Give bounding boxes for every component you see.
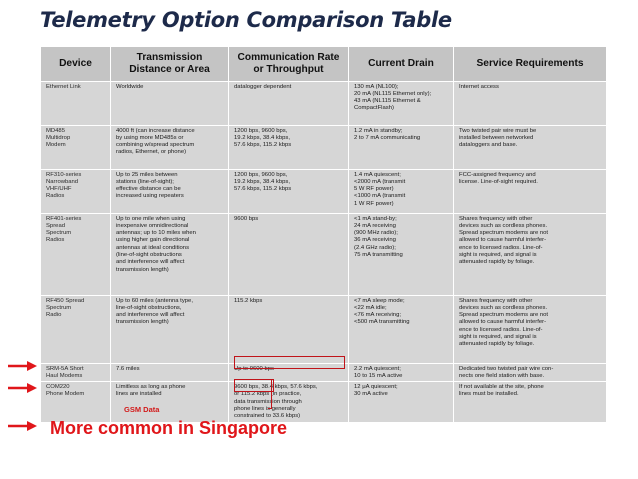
cell-current-drain [349,295,454,363]
cell-text-line: and interference will affect [116,312,185,319]
cell-rate [229,295,349,363]
header-line: or Throughput [253,63,324,75]
cell-text-line: Modem [46,142,66,149]
cell-text-line: 4000 ft (can increase distance [116,127,195,134]
header-line: Distance or Area [129,63,210,75]
cell-distance [111,382,229,422]
cell-text-line: by using more MD485s or [116,134,184,141]
cell-current-drain [349,382,454,422]
cell-text-line: antennas at ideal conditions [116,244,190,251]
legend-text: More common in Singapore [50,418,288,438]
cell-distance [111,81,229,125]
table-row [41,125,607,169]
cell-text-line: increased using repeaters [116,193,184,200]
cell-text-line: 130 mA (NL100); [354,83,399,90]
cell-text-line: 1 W RF power) [354,200,394,207]
cell-distance [111,295,229,363]
highlight-box-srm-rate [234,356,345,369]
gsm-data-label: GSM Data [124,405,160,414]
cell-service [454,213,607,295]
cell-text-line: allowed to cause harmful interfer- [459,237,547,244]
cell-distance [111,169,229,213]
cell-text-line: Shares frequency with other [459,297,533,304]
cell-text-line: (2.4 GHz radio); [354,244,396,251]
cell-service [454,169,607,213]
header-current-drain [349,47,454,81]
cell-text-line: Up to 9600 bps [234,365,274,372]
cell-text-line: Worldwide [116,83,144,90]
cell-text-line: Up to 60 miles (antenna type, [116,297,193,304]
cell-text-line: 1200 bps, 9600 bps, [234,127,288,134]
cell-text-line: <1 mA stand-by; [354,215,397,222]
cell-text-line: lines are installed [116,391,162,398]
cell-text-line: 12 μA quiescent; [354,384,398,391]
cell-text-line: Spread spectrum modems are not [459,312,549,319]
cell-text-line: datalogger dependent [234,83,292,90]
cell-text-line: Spectrum [46,230,72,237]
cell-text-line: 20 mA (NL115 Ethernet only); [354,90,432,97]
cell-text-line: attenuated rapidly by foliage. [459,341,535,348]
cell-text-line: allowed to cause harmful interfer- [459,319,547,326]
cell-text-line: 2.2 mA quiescent; [354,365,401,372]
cell-text-line: 115.2 kbps [234,297,263,304]
cell-text-line: line-of-sight obstructions, [116,304,182,311]
cell-text-line: 75 mA transmitting [354,251,403,258]
cell-text-line: Narrowband [46,178,79,185]
arrow-right-icon [8,360,38,372]
cell-text-line: SRM-5A Short [46,365,84,372]
cell-text-line: nects one field station with base. [459,372,545,379]
cell-device [41,125,111,169]
cell-distance [111,363,229,382]
cell-text-line: VHF/UHF [46,186,72,193]
cell-device [41,295,111,363]
cell-text-line: 1.2 mA in standby; [354,127,403,134]
header-device [41,47,111,81]
cell-service [454,81,607,125]
cell-text-line: <500 mA transmitting [354,319,410,326]
cell-text-line: <76 mA receiving; [354,312,401,319]
cell-text-line: Up to one mile when using [116,215,186,222]
header-distance [111,47,229,81]
cell-current-drain [349,81,454,125]
cell-text-line: 19.2 kbps, 38.4 kbps, [234,178,290,185]
table-body [41,81,607,422]
cell-text-line: 36 mA receiving [354,237,396,244]
highlight-connector-line [268,379,272,409]
cell-text-line: 43 mA (NL115 Ethernet & [354,98,421,105]
cell-device [41,169,111,213]
cell-text-line: <2000 mA (transmit [354,178,406,185]
cell-text-line: ence to licensed radios. Line-of- [459,244,543,251]
table-row [41,169,607,213]
cell-text-line: Radio [46,312,62,319]
cell-text-line: Multidrop [46,134,71,141]
header-rate [229,47,349,81]
cell-text-line: RF401-series [46,215,82,222]
cell-text-line: Ethernet Link [46,83,81,90]
cell-rate [229,81,349,125]
header-line: Current Drain [368,57,434,69]
header-row [41,47,607,81]
cell-text-line: Radios [46,237,65,244]
cell-text-line: CompactFlash) [354,105,394,112]
cell-text-line: and interference will affect [116,259,185,266]
cell-text-line: RF310-series [46,171,82,178]
header-line: Transmission [136,51,203,63]
cell-text-line: 57.6 kbps, 115.2 kbps [234,142,292,149]
cell-text-line: <7 mA sleep mode; [354,297,405,304]
cell-text-line: sight is required, and signal is [459,333,537,340]
table-row [41,213,607,295]
page-title: Telemetry Option Comparison Table [40,8,452,32]
cell-text-line: Haul Modems [46,372,83,379]
cell-current-drain [349,213,454,295]
cell-text-line: (900 MHz radio); [354,230,398,237]
cell-text-line: 9600 bps [234,215,259,222]
cell-text-line: transmission length) [116,319,169,326]
cell-text-line: 30 mA active [354,391,388,398]
cell-rate [229,125,349,169]
cell-current-drain [349,125,454,169]
cell-text-line: MD485 [46,127,65,134]
cell-service [454,295,607,363]
cell-text-line: dataloggers and base. [459,142,518,149]
cell-text-line: effective distance can be [116,186,181,193]
header-line: Device [59,57,92,69]
cell-text-line: attenuated rapidly by foliage. [459,259,535,266]
cell-service [454,363,607,382]
cell-text-line: ence to licensed radios. Line-of- [459,326,543,333]
cell-rate [229,169,349,213]
cell-device [41,81,111,125]
cell-text-line: FCC-assigned frequency and [459,171,536,178]
cell-text-line: 1.4 mA quiescent; [354,171,401,178]
cell-text-line: inexpensive omnidirectional [116,222,189,229]
table-row [41,81,607,125]
cell-text-line: data transmission through [234,398,302,405]
header-line: Service Requirements [476,57,584,69]
cell-text-line: 24 mA receiving [354,222,396,229]
cell-distance [111,125,229,169]
cell-text-line: using higher gain directional [116,237,190,244]
cell-current-drain [349,169,454,213]
arrow-right-icon [8,420,38,432]
cell-text-line: 10 to 15 mA active [354,372,403,379]
table-row [41,295,607,363]
cell-text-line: installed between networked [459,134,534,141]
cell-text-line: devices such as cordless phones. [459,222,548,229]
cell-text-line: 7.6 miles [116,365,140,372]
cell-text-line: If not available at the site, phone [459,384,544,391]
cell-text-line: 9600 bps, 38.4 kbps, 57.6 kbps, [234,384,318,391]
arrow-right-icon [8,382,38,394]
cell-service [454,125,607,169]
cell-text-line: combining w/spread spectrum [116,142,195,149]
cell-text-line: 5 W RF power) [354,186,394,193]
cell-text-line: Dedicated two twisted pair wire con- [459,365,554,372]
cell-text-line: (line-of-sight obstructions [116,251,182,258]
cell-text-line: Limitless as long as phone [116,384,186,391]
cell-text-line: <22 mA idle; [354,304,387,311]
cell-rate [229,213,349,295]
cell-text-line: Spread [46,222,65,229]
header-service [454,47,607,81]
cell-device [41,363,111,382]
cell-text-line: <1000 mA (transmit [354,193,406,200]
cell-text-line: radios, Ethernet, or phone) [116,149,187,156]
cell-text-line: Shares frequency with other [459,215,533,222]
cell-text-line: Phone Modem [46,391,85,398]
cell-text-line: Spectrum [46,304,72,311]
cell-text-line: Radios [46,193,65,200]
cell-text-line: 1200 bps, 9600 bps, [234,171,288,178]
cell-device [41,382,111,422]
cell-text-line: or 115.2 kbps (in practice, [234,391,302,398]
cell-text-line: 2 to 7 mA communicating [354,134,421,141]
cell-text-line: 57.6 kbps, 115.2 kbps [234,186,292,193]
cell-text-line: antennas; up to 10 miles when [116,230,196,237]
cell-text-line: sight is required, and signal is [459,251,537,258]
cell-text-line: 19.2 kbps, 38.4 kbps, [234,134,290,141]
cell-text-line: RF450 Spread [46,297,85,304]
cell-text-line: devices such as cordless phones. [459,304,548,311]
cell-text-line: license. Line-of-sight required. [459,178,538,185]
cell-text-line: lines must be installed. [459,391,519,398]
table-row [41,382,607,422]
cell-service [454,382,607,422]
cell-distance [111,213,229,295]
cell-text-line: phone lines is generally [234,405,296,412]
cell-current-drain [349,363,454,382]
cell-text-line: transmission length) [116,266,169,273]
cell-text-line: Internet access [459,83,499,90]
cell-text-line: stations (line-of-sight); [116,178,174,185]
cell-text-line: Up to 25 miles between [116,171,178,178]
cell-text-line: Spread spectrum modems are not [459,230,549,237]
cell-text-line: constrained to 33.6 kbps) [234,413,301,420]
header-line: Communication Rate [237,51,340,63]
cell-text-line: Two twisted pair wire must be [459,127,537,134]
cell-device [41,213,111,295]
cell-text-line: COM220 [46,384,70,391]
